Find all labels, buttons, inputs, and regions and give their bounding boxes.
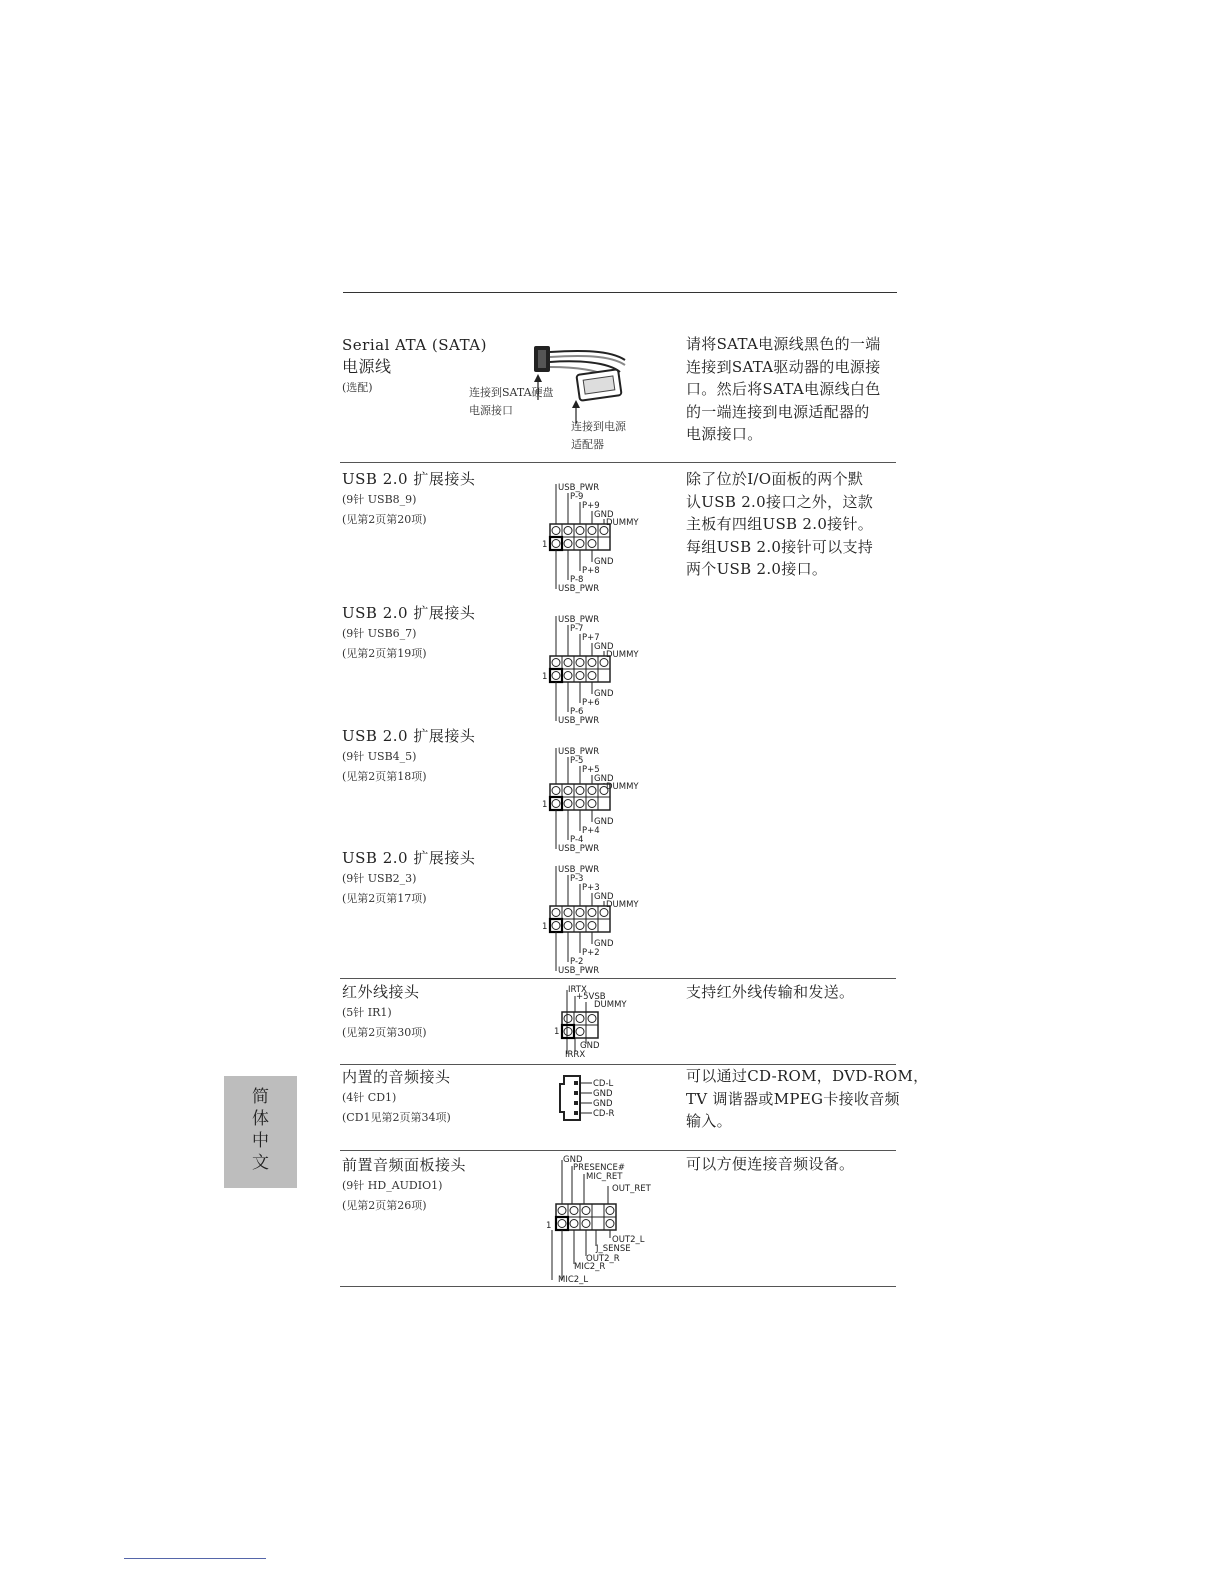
ir-header-diagram bbox=[550, 984, 640, 1060]
usb-pin-label: USB_PWR bbox=[558, 615, 600, 625]
usb-pin-label: GND bbox=[594, 642, 614, 652]
sata-label-a: 连接到SATA硬盘 电源接口 bbox=[469, 386, 554, 417]
fp-audio-pin-label: MIC_RET bbox=[586, 1172, 623, 1182]
row-divider bbox=[340, 1286, 896, 1287]
usb-pin-label: USB_PWR bbox=[558, 844, 600, 854]
usb-pin-label: GND bbox=[594, 774, 614, 784]
svg-text:1: 1 bbox=[542, 540, 548, 550]
cd-pin-label: GND bbox=[593, 1099, 613, 1109]
usb-pin-label: DUMMY bbox=[606, 650, 639, 660]
usb-pin-label: USB_PWR bbox=[558, 966, 600, 976]
usb45-header-diagram bbox=[540, 742, 650, 854]
usb-pin-label: USB_PWR bbox=[558, 865, 600, 875]
sata-power-description: 请将SATA电源线黑色的一端 连接到SATA驱动器的电源接 口。然后将SATA电源线白色 的一端连接到电源适配器的 电源接口。 bbox=[686, 335, 881, 443]
usb-pin-label: P-7 bbox=[570, 624, 584, 634]
usb67-header-diagram bbox=[540, 610, 650, 726]
ir-title-block: 红外线接头 (5针 IR1) (见第2页第30项) bbox=[342, 983, 427, 1039]
usb-pin-label: GND bbox=[594, 939, 614, 949]
usb-pin-label: P-9 bbox=[570, 492, 584, 502]
sata-label-b: 连接到电源 适配器 bbox=[571, 420, 626, 451]
language-side-tab: 简 体 中 文 bbox=[224, 1076, 297, 1188]
usb67-title-block: USB 2.0 扩展接头 (9针 USB6_7) (见第2页第19项) bbox=[342, 604, 476, 660]
usb-pin-label: P-2 bbox=[570, 957, 584, 967]
front-audio-description: 可以方便连接音频设备。 bbox=[686, 1155, 855, 1173]
usb-description: 除了位於I/O面板的两个默 认USB 2.0接口之外，这款 主板有四组USB 2.0接针。 每组USB 2.0接针可以支持 两个USB 2.0接口。 bbox=[686, 470, 874, 578]
ir-description: 支持红外线传输和发送。 bbox=[686, 983, 855, 1001]
usb-pin-label: P-4 bbox=[570, 835, 584, 845]
footer-rule bbox=[124, 1558, 266, 1559]
usb-pin-label: P+6 bbox=[582, 698, 600, 708]
usb-pin-label: GND bbox=[594, 510, 614, 520]
sata-power-title: Serial ATA (SATA) 电源线 (选配) bbox=[342, 336, 487, 394]
ir-pin-label: IRRX bbox=[565, 1050, 586, 1060]
usb23-title-block: USB 2.0 扩展接头 (9针 USB2_3) (见第2页第17项) bbox=[342, 849, 476, 905]
usb-pin-label: GND bbox=[594, 689, 614, 699]
usb-pin-label: DUMMY bbox=[606, 782, 639, 792]
usb45-title-block: USB 2.0 扩展接头 (9针 USB4_5) (见第2页第18项) bbox=[342, 727, 476, 783]
usb-pin-label: P-5 bbox=[570, 756, 584, 766]
cd-audio-header-diagram bbox=[556, 1074, 646, 1124]
ir-pin-label: +5VSB bbox=[576, 992, 606, 1002]
usb-pin-label: P+4 bbox=[582, 826, 600, 836]
usb-pin-label: P+3 bbox=[582, 883, 600, 893]
fp-audio-pin-label: OUT_RET bbox=[612, 1184, 651, 1194]
ir-pin-label: DUMMY bbox=[594, 1000, 627, 1010]
row-divider bbox=[340, 462, 896, 463]
ir-pin-label: IRTX bbox=[568, 985, 587, 995]
usb-pin-label: P+2 bbox=[582, 948, 600, 958]
row-divider bbox=[340, 978, 896, 979]
usb-pin-label: P+9 bbox=[582, 501, 600, 511]
usb-pin-label: USB_PWR bbox=[558, 483, 600, 493]
front-audio-header-diagram bbox=[540, 1152, 650, 1284]
fp-audio-pin-label: GND bbox=[563, 1155, 583, 1165]
usb-pin-label: GND bbox=[594, 892, 614, 902]
usb-pin-label: DUMMY bbox=[606, 518, 639, 528]
usb-pin-label: P-3 bbox=[570, 874, 584, 884]
usb23-header-diagram bbox=[540, 860, 650, 976]
fp-audio-pin-label: OUT2_R bbox=[586, 1254, 620, 1264]
usb-pin-label: DUMMY bbox=[606, 900, 639, 910]
fp-audio-pin-label: MIC2_R bbox=[574, 1262, 606, 1272]
usb-pin-label: USB_PWR bbox=[558, 716, 600, 726]
usb-pin-label: USB_PWR bbox=[558, 747, 600, 757]
svg-text:1: 1 bbox=[554, 1027, 560, 1037]
fp-audio-pin-label: PRESENCE# bbox=[573, 1163, 625, 1173]
usb-pin-label: GND bbox=[594, 817, 614, 827]
fp-audio-pin-label: MIC2_L bbox=[558, 1275, 589, 1285]
svg-text:1: 1 bbox=[542, 800, 548, 810]
cd-pin-label: CD-L bbox=[593, 1079, 614, 1089]
usb-pin-label: P+7 bbox=[582, 633, 600, 643]
cd-audio-description: 可以通过CD-ROM，DVD-ROM， TV 调谐器或MPEG卡接收音频 输入。 bbox=[686, 1067, 929, 1130]
header-rule bbox=[343, 292, 897, 293]
usb-pin-label: GND bbox=[594, 557, 614, 567]
usb-pin-label: P-6 bbox=[570, 707, 584, 717]
usb89-header-diagram bbox=[540, 478, 650, 594]
usb-pin-label: USB_PWR bbox=[558, 584, 600, 594]
cd-audio-title-block: 内置的音频接头 (4针 CD1) (CD1见第2页第34项) bbox=[342, 1068, 451, 1124]
svg-text:1: 1 bbox=[542, 672, 548, 682]
cd-pin-label: CD-R bbox=[593, 1109, 615, 1119]
usb-pin-label: P+8 bbox=[582, 566, 600, 576]
ir-pin-label: GND bbox=[580, 1041, 600, 1051]
svg-text:1: 1 bbox=[542, 922, 548, 932]
usb89-title-block: USB 2.0 扩展接头 (9针 USB8_9) (见第2页第20项) bbox=[342, 470, 476, 526]
front-audio-title-block: 前置音频面板接头 (9针 HD_AUDIO1) (见第2页第26项) bbox=[342, 1156, 467, 1212]
fp-audio-pin-label: OUT2_L bbox=[612, 1235, 645, 1245]
row-divider bbox=[340, 1150, 896, 1151]
fp-audio-pin-label: J_SENSE bbox=[596, 1244, 631, 1254]
usb-pin-label: P+5 bbox=[582, 765, 600, 775]
usb-pin-label: P-8 bbox=[570, 575, 584, 585]
cd-pin-label: GND bbox=[593, 1089, 613, 1099]
svg-text:1: 1 bbox=[546, 1221, 552, 1231]
